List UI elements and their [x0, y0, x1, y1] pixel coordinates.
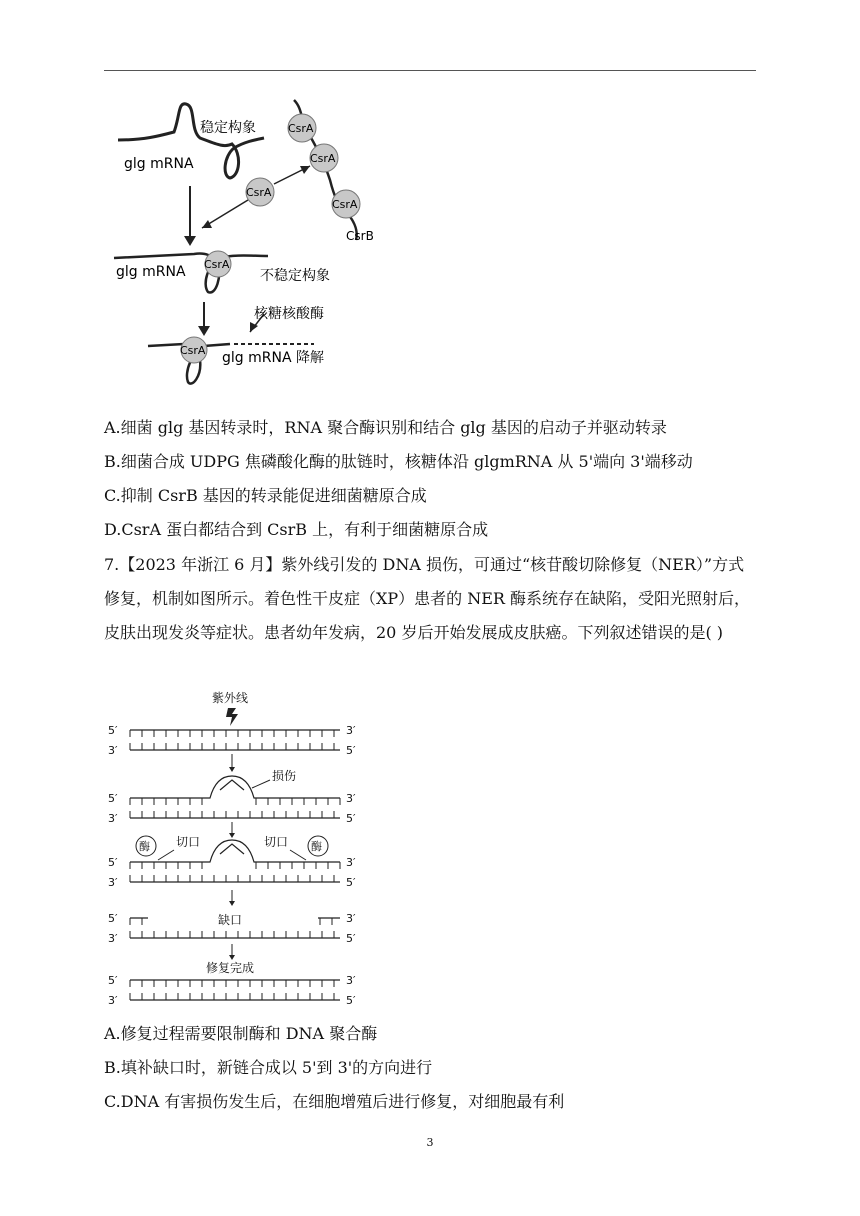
label-gap: 缺口 [218, 913, 243, 927]
label-cut-right: 切口 [264, 835, 289, 849]
q6-option-d: D.CsrA 蛋白都结合到 CsrB 上，有利于细菌糖原合成 [104, 520, 489, 539]
label-csrb: CsrB [346, 229, 374, 243]
label-enzyme-right: 酶 [311, 840, 322, 853]
header-rule [104, 70, 756, 71]
label-enzyme-left: 酶 [139, 840, 150, 853]
end-5-top: 5′ [108, 912, 118, 925]
end-5-bottom: 5′ [346, 744, 356, 757]
csra-regulation-figure [104, 96, 404, 398]
end-5-top: 5′ [108, 724, 118, 737]
csra-bound-degrade [180, 337, 207, 363]
svg-text:CsrA: CsrA [204, 258, 230, 271]
q6-option-a: A.细菌 glg 基因转录时，RNA 聚合酶识别和结合 glg 基因的启动子并驱动转录 [104, 418, 667, 437]
q6-option-b: B.细菌合成 UDPG 焦磷酸化酶的肽链时，核糖体沿 glgmRNA 从 5'端向 3'端移动 [104, 452, 693, 471]
end-3-top: 3′ [346, 792, 356, 805]
end-5-top: 5′ [108, 856, 118, 869]
cut-pointer-left [158, 850, 174, 860]
damage-pointer [252, 780, 270, 788]
end-3-bottom: 3′ [108, 812, 118, 825]
csra-bound-unstable [204, 251, 231, 277]
end-3-top: 3′ [346, 974, 356, 987]
top-strand-damaged [130, 776, 340, 798]
label-degrade: glg mRNA 降解 [222, 350, 324, 366]
q6-option-c: C.抑制 CsrB 基因的转录能促进细菌糖原合成 [104, 486, 427, 505]
label-glg-mrna-mid: glg mRNA [116, 264, 186, 280]
end-3-top: 3′ [346, 724, 356, 737]
end-3-bottom: 3′ [108, 876, 118, 889]
label-done: 修复完成 [206, 961, 255, 975]
end-5-top: 5′ [108, 792, 118, 805]
end-3-bottom: 3′ [108, 744, 118, 757]
end-5-bottom: 5′ [346, 812, 356, 825]
csra-bead-1 [288, 114, 316, 142]
label-cut-left: 切口 [176, 835, 201, 849]
csra-bead-2 [310, 144, 338, 172]
label-uv: 紫外线 [212, 691, 249, 705]
uv-bolt-icon [226, 708, 238, 726]
end-3-bottom: 3′ [108, 994, 118, 1007]
end-5-bottom: 5′ [346, 932, 356, 945]
q7-option-c: C.DNA 有害损伤发生后，在细胞增殖后进行修复，对细胞最有利 [104, 1092, 565, 1111]
svg-text:CsrA: CsrA [310, 152, 336, 165]
svg-text:CsrA: CsrA [288, 122, 314, 135]
cut-pointer-right [290, 850, 306, 860]
end-5-bottom: 5′ [346, 994, 356, 1007]
q7-stem: 7.【2023 年浙江 6 月】紫外线引发的 DNA 损伤，可通过“核苷酸切除修复（NER）”方式修复，机制如图所示。着色性干皮症（XP）患者的 NER 酶系统存在缺陷，受阳光照射后，皮肤出现发炎等症状。患者幼年发病，20 岁后开始发展成皮肤癌。下列叙述错误的是( ) [104, 555, 751, 642]
label-unstable-conformation: 不稳定构象 [260, 268, 330, 284]
svg-text:CsrA: CsrA [180, 344, 206, 357]
arrow-step-4-head [229, 955, 235, 960]
q7-option-b: B.填补缺口时，新链合成以 5'到 3'的方向进行 [104, 1058, 433, 1077]
label-glg-mrna-top: glg mRNA [124, 156, 194, 172]
damage-kink [220, 844, 244, 854]
csra-bead-3 [332, 190, 360, 218]
page-number: 3 [426, 1136, 434, 1149]
arrow-step-2-head [229, 833, 235, 838]
end-3-top: 3′ [346, 912, 356, 925]
end-5-top: 5′ [108, 974, 118, 987]
label-stable-conformation: 稳定构象 [200, 120, 256, 136]
arrow-step-1-head [229, 767, 235, 772]
end-3-top: 3′ [346, 856, 356, 869]
svg-text:CsrA: CsrA [332, 198, 358, 211]
csra-free [246, 178, 274, 206]
ner-repair-figure [104, 684, 364, 1010]
q7-option-a: A.修复过程需要限制酶和 DNA 聚合酶 [104, 1024, 378, 1043]
label-damage: 损伤 [272, 769, 297, 783]
arrow-step-3-head [229, 901, 235, 906]
damage-kink [220, 780, 244, 790]
end-5-bottom: 5′ [346, 876, 356, 889]
svg-text:CsrA: CsrA [246, 186, 272, 199]
label-ribonuclease: 核糖核酸酶 [254, 306, 324, 322]
end-3-bottom: 3′ [108, 932, 118, 945]
